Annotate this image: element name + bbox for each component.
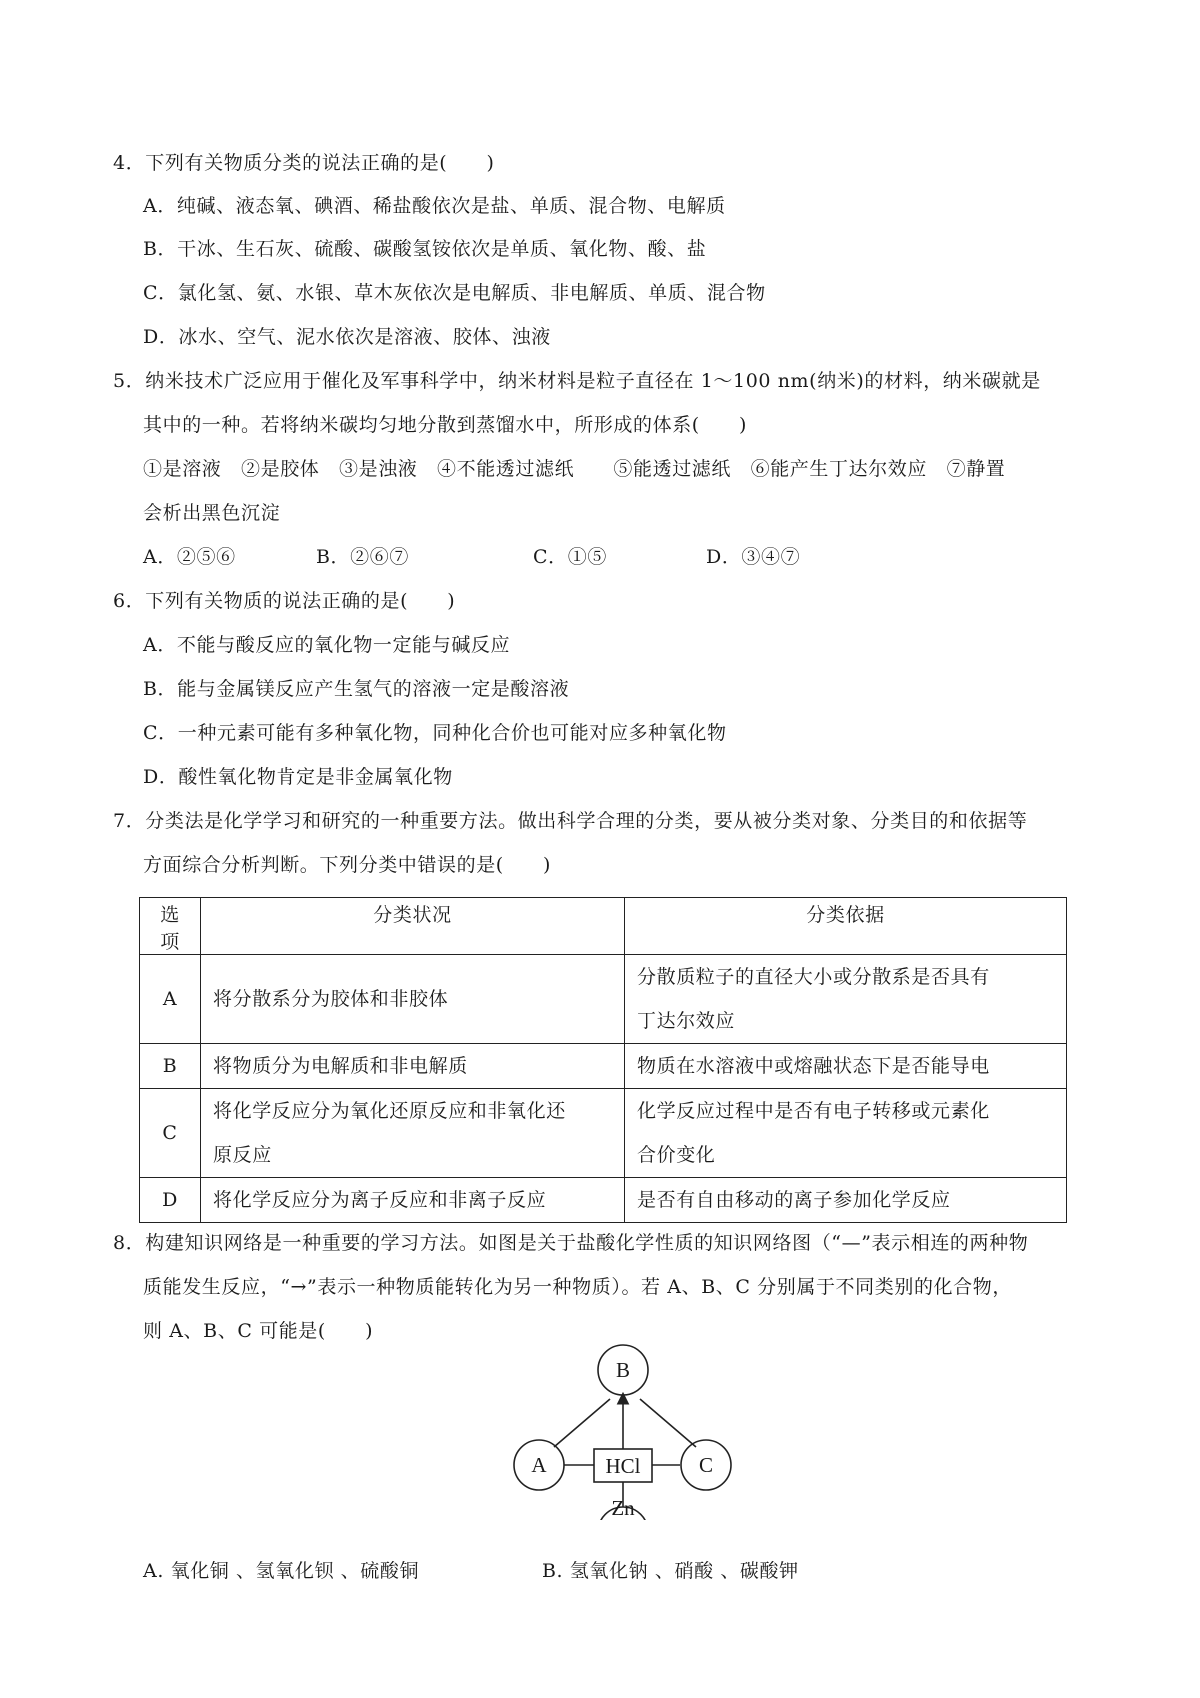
question-7-stem-line1: 7．分类法是化学学习和研究的一种重要方法。做出科学合理的分类，要从被分类对象、分类目的和依据等	[113, 810, 1028, 832]
question-5-option-a[interactable]: A．②⑤⑥	[143, 546, 236, 568]
table-cell-text: 化学反应过程中是否有电子转移或元素化	[637, 1100, 990, 1122]
edge-a-b	[554, 1399, 610, 1447]
question-6-option-d[interactable]: D．酸性氧化物肯定是非金属氧化物	[143, 766, 453, 788]
node-hcl-label: HCl	[605, 1454, 641, 1478]
table-cell-key: B	[140, 1044, 201, 1089]
question-5-stem-line1: 5．纳米技术广泛应用于催化及军事科学中，纳米材料是粒子直径在 1～100 nm(纳米)的材料，纳米碳就是	[113, 370, 1041, 392]
table-header-basis: 分类依据	[625, 898, 1067, 955]
node-b-label: B	[615, 1358, 631, 1382]
table-cell-text: 是否有自由移动的离子参加化学反应	[637, 1189, 951, 1211]
table-row	[140, 955, 1067, 1044]
question-4-option-a[interactable]: A．纯碱、液态氧、碘酒、稀盐酸依次是盐、单质、混合物、电解质	[143, 195, 726, 217]
question-5-option-c[interactable]: C．①⑤	[533, 546, 607, 568]
table-cell-key: C	[140, 1089, 201, 1178]
table-cell-text: 分散质粒子的直径大小或分散系是否具有	[637, 966, 990, 988]
question-5-option-d[interactable]: D．③④⑦	[706, 546, 801, 568]
question-5-statements-line1: ①是溶液 ②是胶体 ③是浊液 ④不能透过滤纸 ⑤能透过滤纸 ⑥能产生丁达尔效应 ⑦静置	[143, 458, 1006, 480]
table-cell-text: 将物质分为电解质和非电解质	[213, 1055, 468, 1077]
edge-c-b	[640, 1399, 696, 1447]
question-4-option-d[interactable]: D．冰水、空气、泥水依次是溶液、胶体、浊液	[143, 326, 551, 348]
table-cell-basis	[625, 1178, 1067, 1223]
question-6-stem: 6．下列有关物质的说法正确的是( )	[113, 590, 456, 612]
question-8-option-b[interactable]: B. 氢氧化钠 、硝酸 、碳酸钾	[542, 1560, 799, 1582]
table-header-row	[140, 898, 1067, 955]
table-cell-text: 将分散系分为胶体和非胶体	[213, 988, 449, 1010]
table-row	[140, 1089, 1067, 1178]
node-zn-label: Zn	[611, 1496, 635, 1520]
question-4-option-b[interactable]: B．干冰、生石灰、硫酸、碳酸氢铵依次是单质、氧化物、酸、盐	[143, 238, 707, 260]
table-cell-basis	[625, 1089, 1067, 1178]
node-a-label: A	[531, 1453, 547, 1477]
question-8-stem-line1: 8．构建知识网络是一种重要的学习方法。如图是关于盐酸化学性质的知识网络图（“—”表示相连的两种物	[113, 1232, 1029, 1254]
question-4-stem: 4．下列有关物质分类的说法正确的是( )	[113, 152, 495, 174]
table-cell-situation	[201, 1178, 625, 1223]
question-7-stem-line2: 方面综合分析判断。下列分类中错误的是( )	[143, 854, 552, 876]
question-5-stem-line2: 其中的一种。若将纳米碳均匀地分散到蒸馏水中，所形成的体系( )	[143, 414, 748, 436]
table-cell-text: 将化学反应分为离子反应和非离子反应	[213, 1189, 547, 1211]
table-cell-basis	[625, 1044, 1067, 1089]
table-cell-situation	[201, 1044, 625, 1089]
question-4-option-c[interactable]: C．氯化氢、氨、水银、草木灰依次是电解质、非电解质、单质、混合物	[143, 282, 766, 304]
question-8-option-a[interactable]: A. 氧化铜 、氢氧化钡 、硫酸铜	[143, 1560, 420, 1582]
table-cell-basis	[625, 955, 1067, 1044]
node-c-label: C	[698, 1453, 714, 1477]
table-row	[140, 1044, 1067, 1089]
table-cell-situation	[201, 955, 625, 1044]
table-header-situation: 分类状况	[201, 898, 625, 955]
question-8-stem-line2: 质能发生反应，“→”表示一种物质能转化为另一种物质）。若 A、B、C 分别属于不同类别的化合物，	[143, 1276, 1012, 1298]
table-cell-key: D	[140, 1178, 201, 1223]
question-5-option-b[interactable]: B．②⑥⑦	[316, 546, 409, 568]
table-cell-situation	[201, 1089, 625, 1178]
table-row	[140, 1178, 1067, 1223]
question-8-stem-line3: 则 A、B、C 可能是( )	[143, 1320, 374, 1342]
table-cell-text: 丁达尔效应	[637, 1010, 736, 1032]
question-5-statements-line2: 会析出黑色沉淀	[143, 502, 281, 524]
hcl-knowledge-network-diagram	[510, 1335, 740, 1520]
question-6-option-a[interactable]: A．不能与酸反应的氧化物一定能与碱反应	[143, 634, 511, 656]
table-cell-text: 物质在水溶液中或熔融状态下是否能导电	[637, 1055, 990, 1077]
question-6-option-b[interactable]: B．能与金属镁反应产生氢气的溶液一定是酸溶液	[143, 678, 570, 700]
classification-table	[139, 897, 1067, 1223]
table-header-option: 选项	[140, 898, 201, 955]
table-cell-text: 将化学反应分为氧化还原反应和非氧化还	[213, 1100, 566, 1122]
table-cell-key: A	[140, 955, 201, 1044]
question-6-option-c[interactable]: C．一种元素可能有多种氧化物，同种化合价也可能对应多种氧化物	[143, 722, 727, 744]
table-cell-text: 原反应	[213, 1144, 272, 1166]
table-cell-text: 合价变化	[637, 1144, 716, 1166]
